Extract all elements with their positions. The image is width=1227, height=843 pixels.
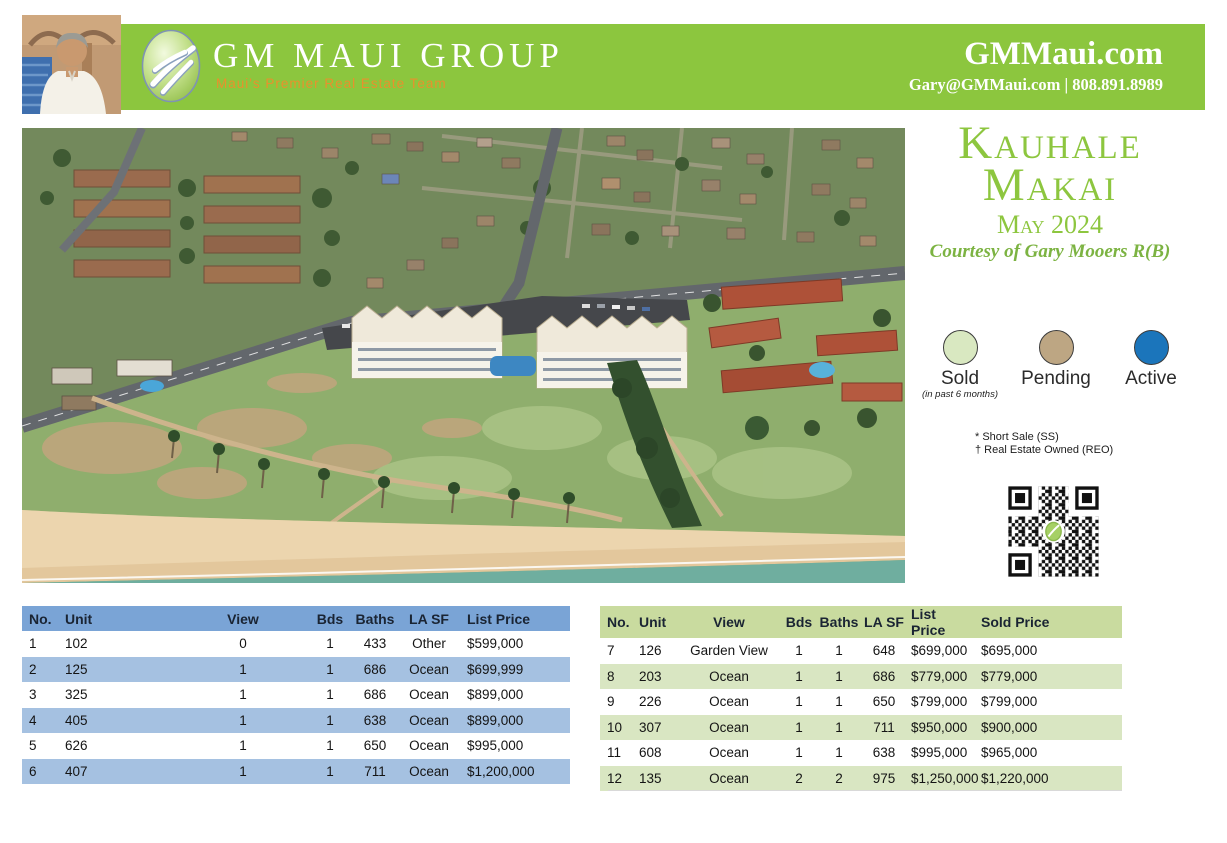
cell: 8 (607, 668, 615, 684)
cell: 4 (29, 712, 37, 728)
agent-photo (22, 15, 121, 114)
cell: $799,000 (911, 694, 968, 710)
table-row (22, 708, 570, 734)
cell: 325 (65, 687, 88, 703)
cell: 1 (795, 643, 803, 659)
column-header: Baths (355, 610, 395, 627)
cell: 226 (639, 694, 662, 710)
cell: $779,000 (981, 668, 1038, 684)
cell: Other (412, 636, 446, 652)
cell: Ocean (709, 770, 749, 786)
cell: 626 (65, 738, 88, 754)
cell: 1 (795, 745, 803, 761)
active-status-icon (1134, 330, 1169, 365)
cell: 9 (607, 694, 615, 710)
column-header: List Price (911, 606, 946, 638)
table-header-row (22, 606, 570, 631)
cell: 2 (795, 770, 803, 786)
cell: 1 (835, 643, 843, 659)
cell: 2 (29, 661, 37, 677)
cell: 1 (326, 712, 334, 728)
table-row (600, 740, 1122, 766)
cell: 686 (872, 668, 896, 684)
cell: 638 (363, 712, 387, 728)
table-row (600, 689, 1122, 715)
contact-line[interactable]: Gary@GMMaui.com | 808.891.8989 (908, 75, 1163, 94)
cell: 433 (363, 636, 387, 652)
cell: 102 (65, 636, 88, 652)
column-header: Unit (639, 614, 667, 630)
footnotes (975, 431, 1113, 457)
cell: 975 (872, 770, 896, 786)
cell: $599,000 (467, 636, 524, 652)
cell: $995,000 (467, 738, 524, 754)
column-header: No. (29, 610, 52, 627)
sold-status-icon (943, 330, 978, 365)
table-row (600, 638, 1122, 664)
cell: 648 (872, 643, 896, 659)
table-row (22, 759, 570, 785)
logo-tagline: Maui's Premier Real Estate Team (216, 76, 447, 91)
cell: 650 (872, 694, 896, 710)
cell: $779,000 (911, 668, 968, 684)
column-header: View (227, 610, 259, 627)
legend-label-pending: Pending (1021, 368, 1091, 389)
cell: 1 (326, 636, 334, 652)
cell: 3 (29, 687, 37, 703)
legend-item-active (1091, 330, 1211, 390)
cell: 10 (607, 719, 623, 735)
cell: $1,200,000 (467, 763, 535, 779)
cell: 1 (326, 763, 334, 779)
sold-table-bottom-rule (608, 790, 1122, 791)
cell: $1,220,000 (981, 770, 1049, 786)
cell: 1 (835, 745, 843, 761)
cell: $899,000 (467, 687, 524, 703)
cell: 686 (363, 661, 387, 677)
footnote-reo: † Real Estate Owned (REO) (975, 444, 1114, 456)
column-header: LA SF (864, 614, 904, 630)
column-header: List Price (467, 610, 531, 627)
cell: 1 (795, 694, 803, 710)
pending-status-icon (1039, 330, 1074, 365)
cell: $1,250,000 (911, 770, 979, 786)
cell: Ocean (709, 719, 749, 735)
table-header-row (600, 606, 1122, 638)
cell: $965,000 (981, 745, 1038, 761)
cell: 125 (65, 661, 88, 677)
cell: $695,000 (981, 643, 1038, 659)
column-header: Bds (316, 610, 344, 627)
cell: 711 (873, 719, 895, 735)
cell: 1 (326, 661, 334, 677)
footnote-short-sale: * Short Sale (SS) (975, 431, 1059, 443)
table-row (600, 664, 1122, 690)
cell: $799,000 (981, 694, 1038, 710)
column-header: Sold Price (981, 614, 1050, 630)
cell: 135 (639, 770, 662, 786)
cell: 1 (795, 668, 803, 684)
cell: 0 (239, 636, 247, 652)
cell: 407 (65, 763, 88, 779)
cell: 405 (65, 712, 88, 728)
cell: 608 (639, 745, 662, 761)
cell: 1 (29, 636, 37, 652)
cell: Ocean (409, 763, 449, 779)
cell: 1 (835, 719, 843, 735)
cell: 2 (835, 770, 843, 786)
qr-code[interactable] (1005, 483, 1102, 580)
column-header: View (713, 614, 745, 630)
cell: 11 (607, 745, 622, 761)
column-header: Baths (819, 614, 859, 630)
cell: $950,000 (911, 719, 968, 735)
cell: 1 (239, 712, 247, 728)
cell: 203 (639, 668, 662, 684)
cell: 6 (29, 763, 37, 779)
legend-sublabel-sold: (in past 6 months) (921, 389, 999, 400)
property-title-line2: Makai (982, 159, 1118, 211)
column-header: Unit (65, 610, 93, 627)
cell: Ocean (409, 738, 449, 754)
cell: 307 (639, 719, 662, 735)
cell: 711 (364, 763, 386, 779)
cell: 1 (239, 738, 247, 754)
cell: Ocean (409, 687, 449, 703)
aerial-photo (22, 128, 905, 583)
cell: 1 (835, 694, 843, 710)
active-listings-table (22, 606, 570, 784)
cell: 1 (239, 763, 247, 779)
cell: Ocean (709, 745, 749, 761)
property-title-block (905, 117, 1195, 263)
cell: 650 (363, 738, 387, 754)
cell: 7 (607, 643, 615, 659)
table-row (22, 733, 570, 759)
cell: $699,999 (467, 661, 524, 677)
cell: 1 (835, 668, 843, 684)
cell: 1 (239, 687, 247, 703)
cell: Ocean (709, 668, 749, 684)
column-header: LA SF (409, 610, 449, 627)
cell: Ocean (409, 712, 449, 728)
cell: 1 (239, 661, 247, 677)
cell: 5 (29, 738, 37, 754)
header-banner (121, 24, 1205, 110)
table-row (600, 766, 1122, 792)
table-row (600, 715, 1122, 741)
cell: 1 (326, 738, 334, 754)
table-row (22, 631, 570, 657)
cell: $699,000 (911, 643, 968, 659)
gm-maui-logo-icon (141, 29, 201, 103)
table-row (22, 657, 570, 683)
status-legend (905, 330, 1205, 405)
sold-listings-table (600, 606, 1122, 791)
column-header: No. (607, 614, 630, 630)
cell: 1 (795, 719, 803, 735)
cell: $900,000 (981, 719, 1038, 735)
cell: $995,000 (911, 745, 968, 761)
cell: 12 (607, 770, 623, 786)
legend-label-sold: Sold (940, 368, 980, 389)
column-header: Bds (785, 614, 813, 630)
cell: 686 (363, 687, 387, 703)
cell: Ocean (709, 694, 749, 710)
website-link[interactable]: GMMaui.com (964, 36, 1163, 72)
table-row (22, 682, 570, 708)
cell: 126 (639, 643, 662, 659)
cell: Ocean (409, 661, 449, 677)
cell: Garden View (690, 643, 768, 659)
report-month: May 2024 (997, 210, 1103, 239)
cell: 1 (326, 687, 334, 703)
logo-name: GM MAUI GROUP (213, 36, 564, 75)
property-title-line1: Kauhale (958, 117, 1142, 169)
legend-label-active: Active (1125, 368, 1177, 389)
cell: 638 (872, 745, 896, 761)
courtesy-line: Courtesy of Gary Mooers R(B) (929, 241, 1171, 262)
cell: $899,000 (467, 712, 524, 728)
